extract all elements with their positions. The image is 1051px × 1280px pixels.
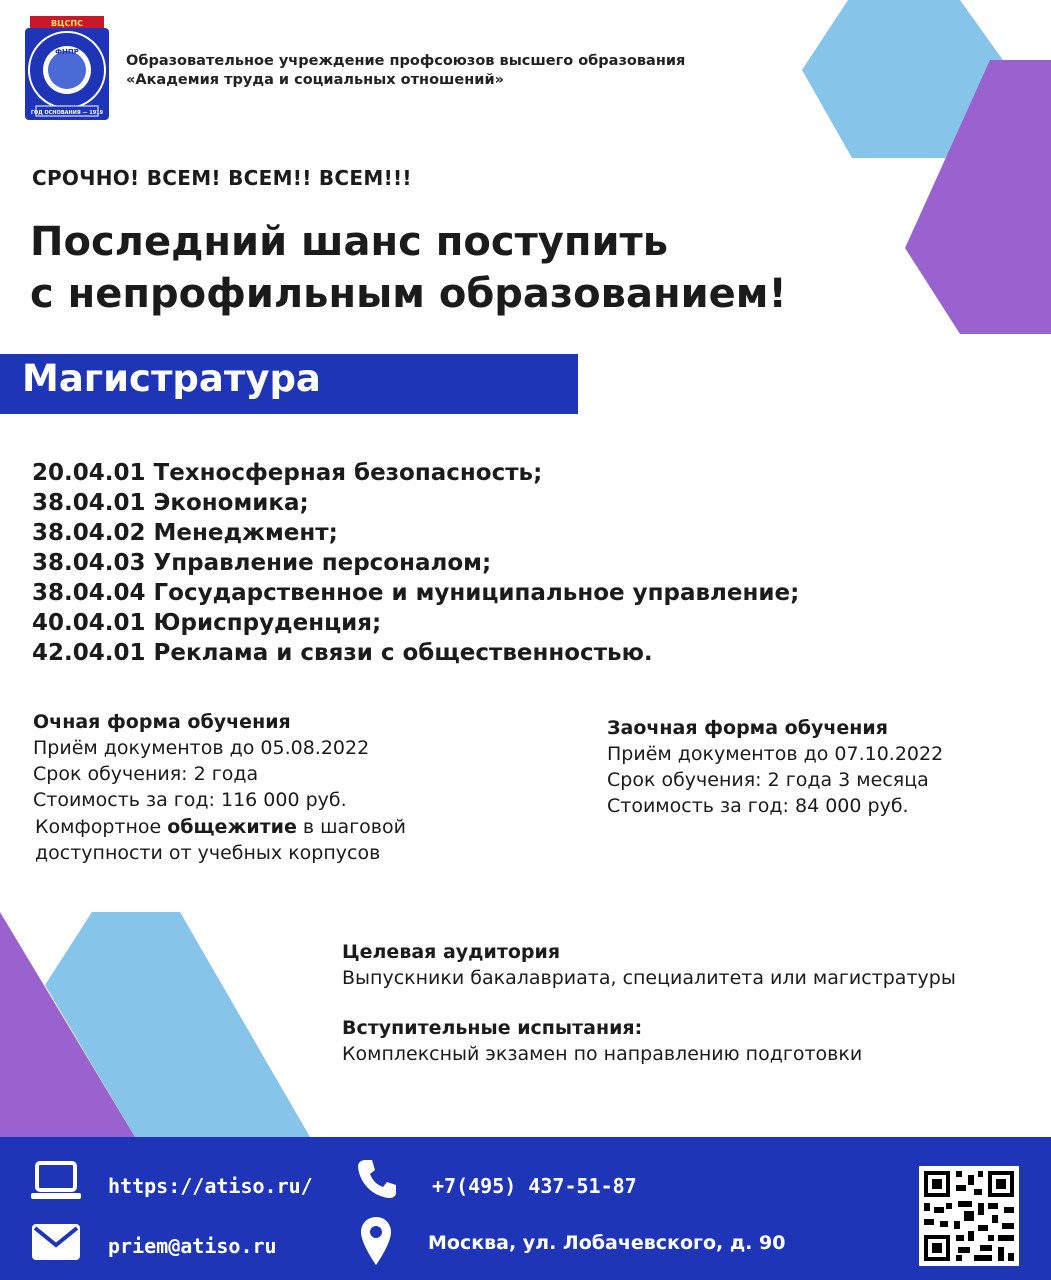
fulltime-duration: Срок обучения: 2 года	[33, 763, 259, 785]
parttime-block	[607, 715, 943, 819]
dormitory-line1	[35, 814, 495, 840]
fulltime-cost: Стоимость за год: 116 000 руб.	[33, 789, 347, 811]
address: Москва, ул. Лобачевского, д. 90	[428, 1232, 786, 1254]
phone-number[interactable]: +7(495) 437-51-87	[432, 1174, 637, 1198]
dormitory-keyword: общежитие	[167, 816, 297, 838]
headline-line2: с непрофильным образованием!	[30, 271, 787, 317]
program-item: 38.04.04 Государственное и муниципальное управление;	[32, 580, 800, 606]
dormitory-text-after: в шаговой	[296, 816, 406, 838]
location-pin-icon	[360, 1216, 392, 1266]
fulltime-block	[33, 709, 369, 813]
mail-icon	[30, 1222, 82, 1262]
svg-text:ФНПР: ФНПР	[55, 48, 79, 56]
exams-text: Комплексный экзамен по направлению подготовки	[342, 1043, 863, 1065]
svg-text:ВЦСПС: ВЦСПС	[51, 19, 83, 28]
svg-text:ГОД ОСНОВАНИЯ — 1919: ГОД ОСНОВАНИЯ — 1919	[30, 110, 104, 116]
parttime-cost: Стоимость за год: 84 000 руб.	[607, 795, 909, 817]
exams-title: Вступительные испытания:	[342, 1017, 643, 1039]
academy-emblem-icon	[22, 14, 112, 122]
organization-name	[126, 52, 685, 90]
dormitory-text-before: Комфортное	[35, 816, 168, 838]
program-item: 40.04.01 Юриспруденция;	[32, 610, 382, 636]
website-link[interactable]: https://atiso.ru/	[108, 1174, 313, 1198]
audience-title: Целевая аудитория	[342, 941, 561, 963]
organization-name-line2: «Академия труда и социальных отношений»	[126, 72, 504, 88]
program-list	[32, 458, 799, 668]
dormitory-note	[35, 814, 495, 866]
program-item: 38.04.03 Управление персоналом;	[32, 550, 492, 576]
parttime-title: Заочная форма обучения	[607, 717, 888, 739]
program-item: 38.04.02 Менеджмент;	[32, 520, 338, 546]
program-item: 20.04.01 Техносферная безопасность;	[32, 460, 543, 486]
fulltime-title: Очная форма обучения	[33, 711, 291, 733]
urgent-announcement: СРОЧНО! ВСЕМ! ВСЕМ!! ВСЕМ!!!	[32, 166, 412, 190]
headline-line1: Последний шанс поступить	[30, 219, 668, 265]
section-title: Магистратура	[22, 357, 321, 400]
footer-contacts	[0, 1137, 1051, 1280]
parttime-deadline: Приём документов до 07.10.2022	[607, 743, 944, 765]
audience-text: Выпускники бакалавриата, специалитета или магистратуры	[342, 967, 956, 989]
fulltime-deadline: Приём документов до 05.08.2022	[33, 737, 370, 759]
laptop-icon	[30, 1160, 82, 1202]
program-item: 42.04.01 Реклама и связи с общественностью.	[32, 640, 653, 666]
dormitory-line2: доступности от учебных корпусов	[35, 842, 381, 864]
qr-code-icon	[919, 1166, 1019, 1266]
program-item: 38.04.01 Экономика;	[32, 490, 309, 516]
phone-icon	[356, 1158, 398, 1200]
parttime-duration: Срок обучения: 2 года 3 месяца	[607, 769, 929, 791]
email-link[interactable]: priem@atiso.ru	[108, 1234, 277, 1258]
headline	[30, 216, 787, 320]
organization-name-line1: Образовательное учреждение профсоюзов высшего образования	[126, 53, 686, 69]
